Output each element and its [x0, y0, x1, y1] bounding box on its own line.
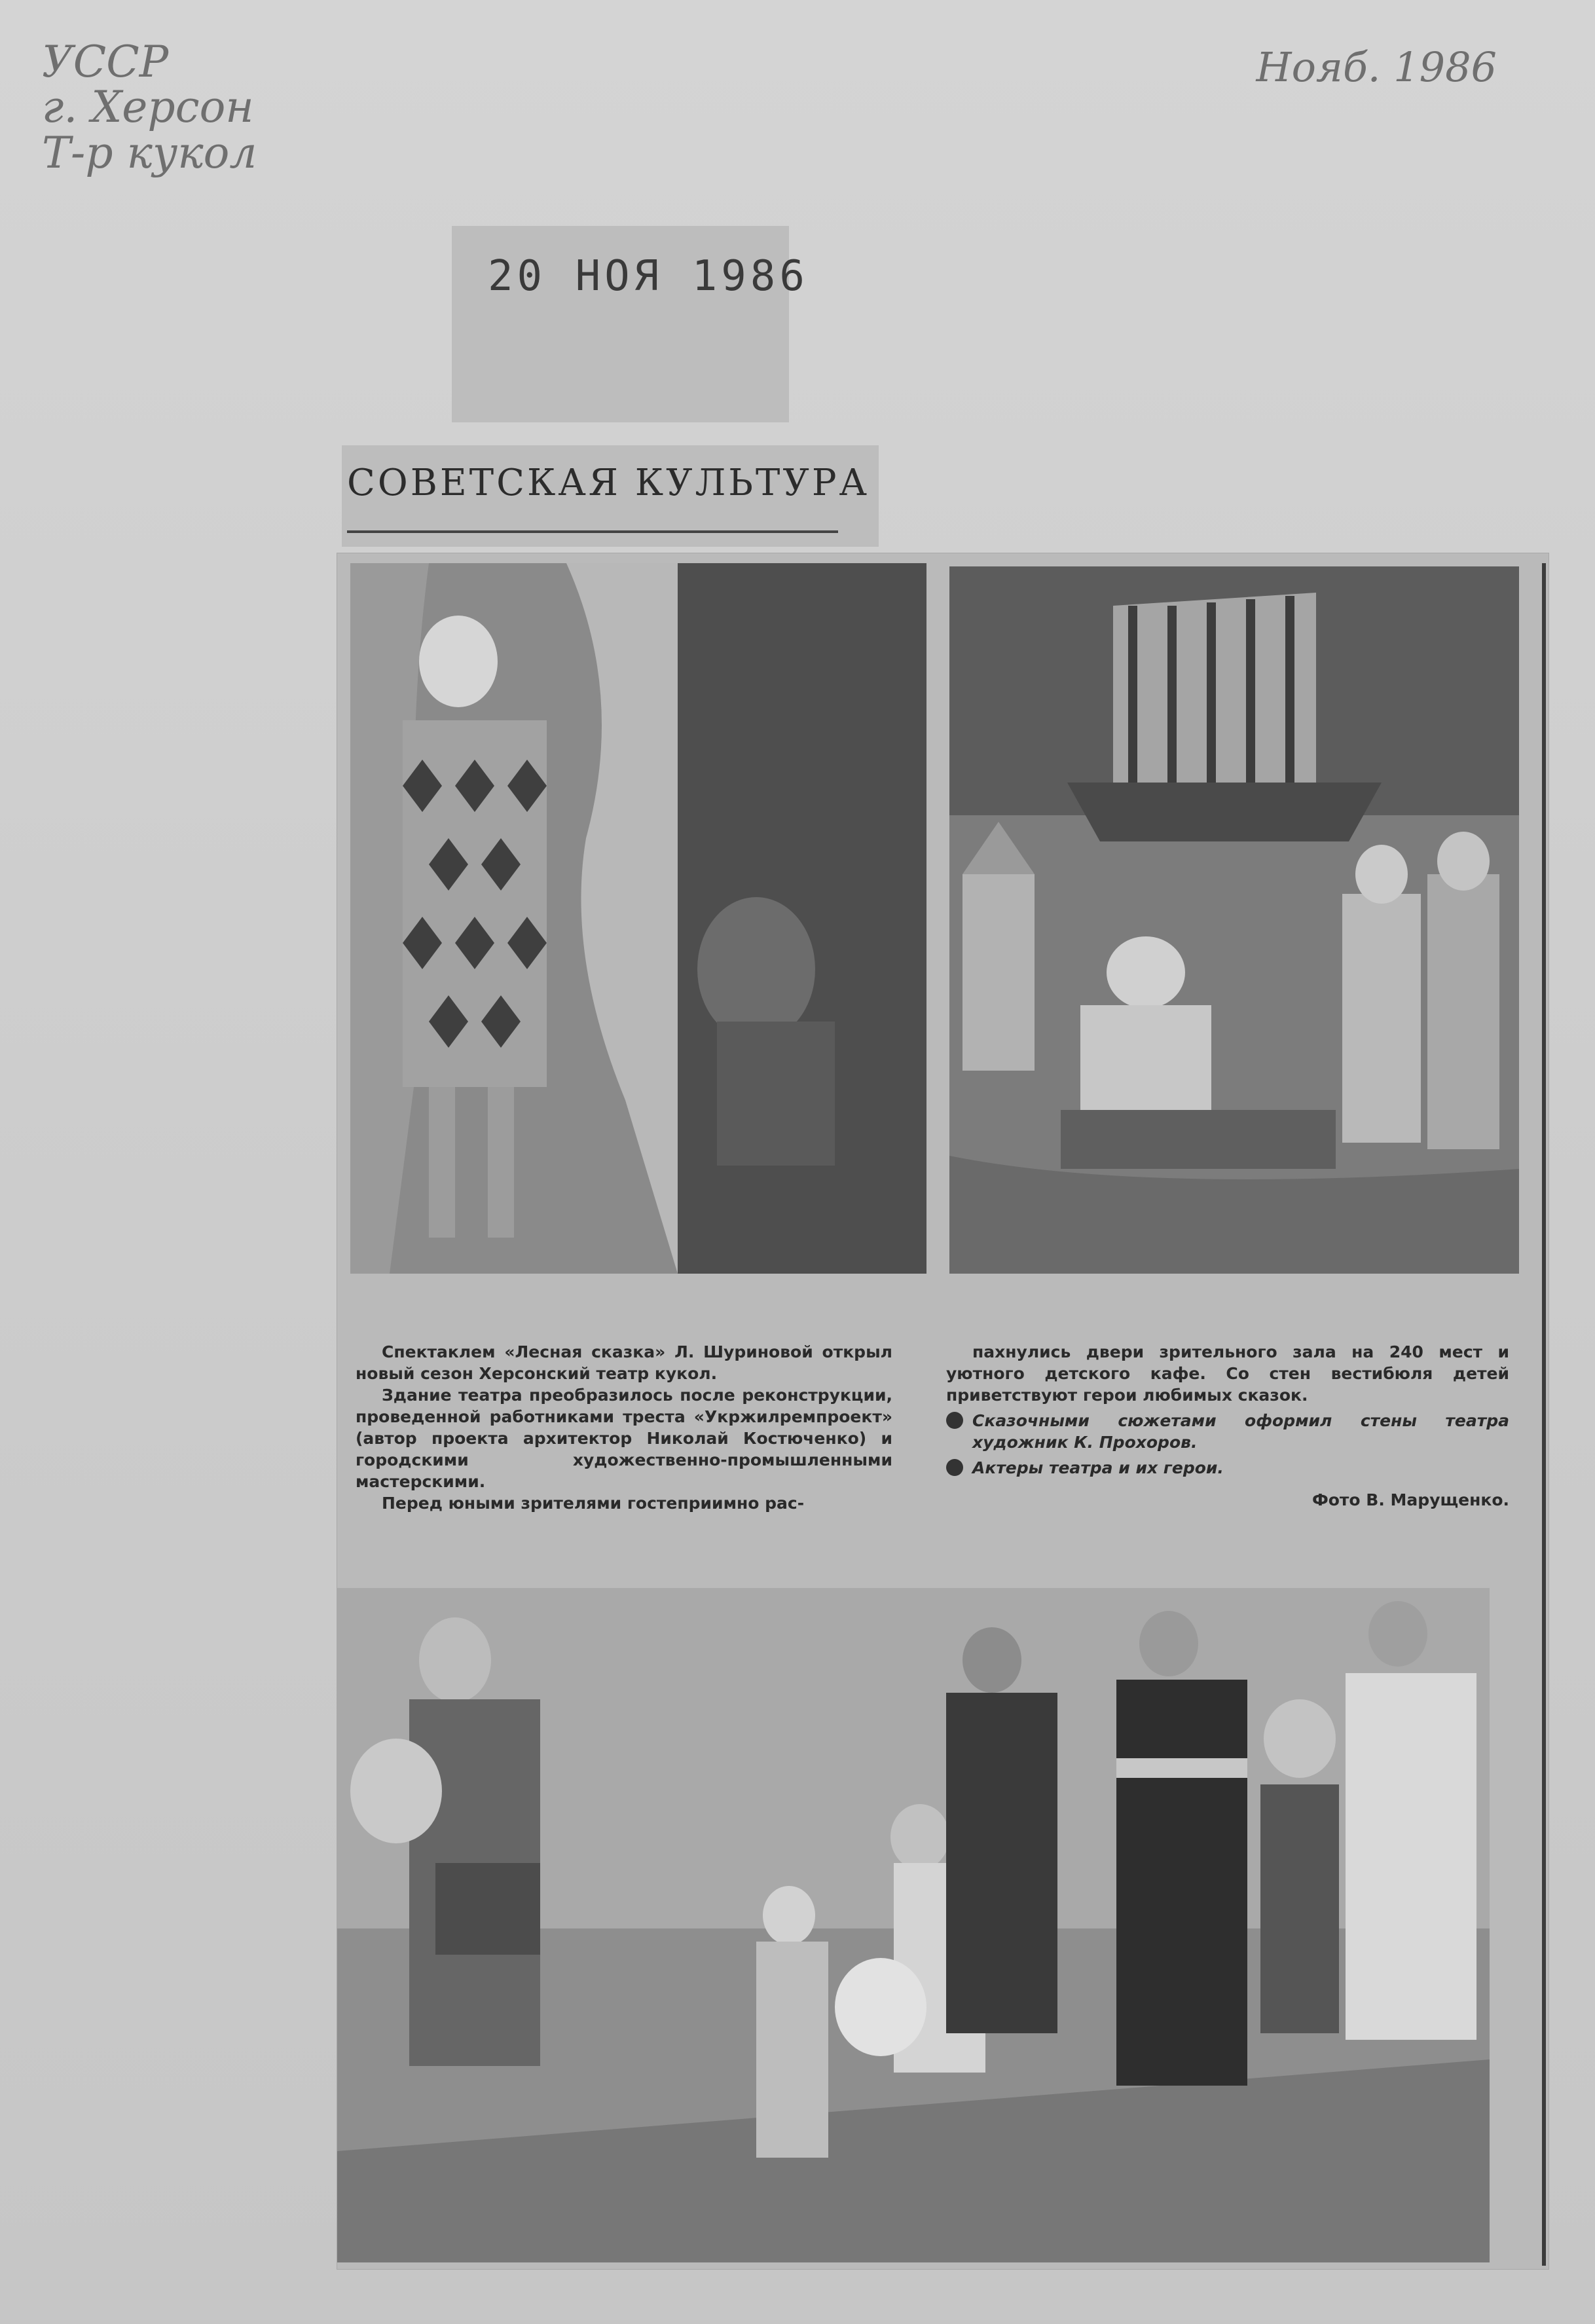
photo-caption — [946, 1457, 1509, 1479]
caption-text: Актеры театра и их герои. — [972, 1458, 1224, 1477]
article-paragraph: пахнулись двери зрительного зала на 240 мест и уютного детского кафе. Со стен вестибюля детей приветствуют герои любимых сказок. — [946, 1342, 1509, 1405]
article-paragraph: Спектаклем «Лесная сказка» Л. Шуриновой открыл новый сезон Херсонский театр кукол. — [356, 1342, 892, 1383]
handwritten-date: Нояб. 1986 — [1256, 43, 1497, 91]
clipping-edge — [1542, 563, 1546, 2266]
newspaper-masthead: СОВЕТСКАЯ КУЛЬТУРА — [347, 462, 870, 504]
article-column-left — [356, 1341, 892, 1514]
caption-text: Сказочными сюжетами оформил стены театра художник К. Прохоров. — [972, 1411, 1509, 1452]
article-column-right — [946, 1341, 1509, 1511]
article-paragraph: Здание театра преобразилось после реконструкции, проведенной работниками треста «Укржилремпроект» (автор проекта архитектор Николай Костюченко) и городскими художественно-промышленными мастерскими. — [356, 1386, 892, 1491]
date-stamp: 20 НОЯ 1986 — [488, 252, 809, 301]
handwritten-annotation-left — [42, 37, 257, 178]
annotation-line: г. Херсон — [42, 82, 254, 133]
masthead-rule — [347, 530, 838, 533]
photo-credit: Фото В. Марущенко. — [1311, 1490, 1509, 1509]
annotation-line: Т-р кукол — [42, 127, 257, 178]
photo-caption — [946, 1410, 1509, 1453]
bullet-icon — [946, 1412, 963, 1429]
photo-fairytale-mural — [949, 566, 1519, 1274]
annotation-line: УССР — [42, 37, 169, 87]
photo-actors-with-puppets — [337, 1588, 1490, 2262]
article-paragraph: Перед юными зрителями гостеприимно рас- — [382, 1494, 805, 1513]
bullet-icon — [946, 1459, 963, 1476]
photo-harlequin-mural — [350, 563, 926, 1274]
